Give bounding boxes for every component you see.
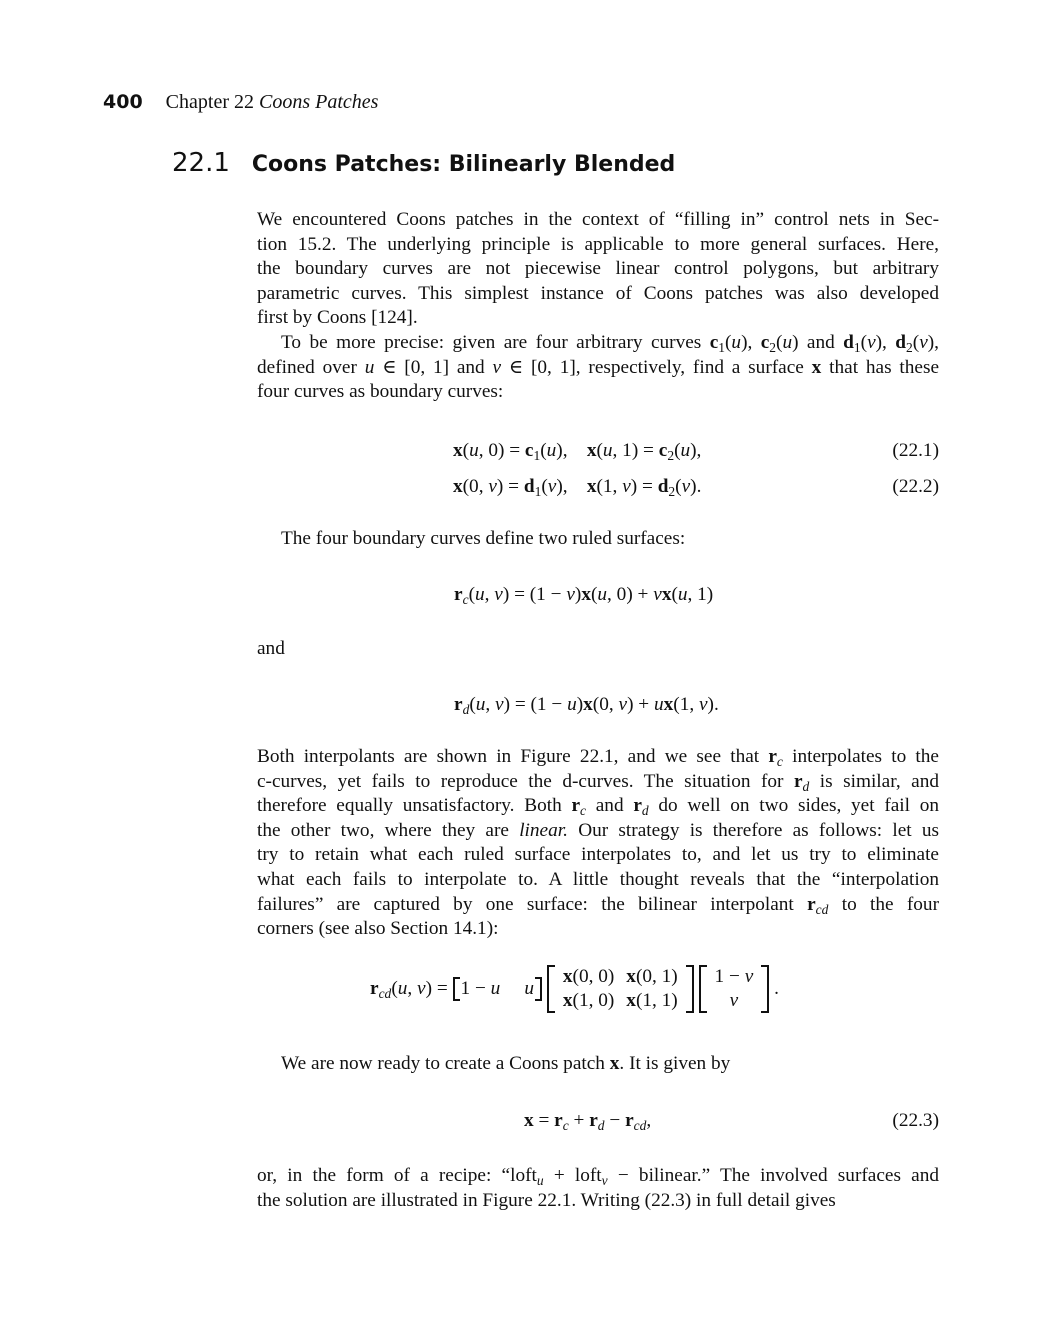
column-vector: 1 − v v bbox=[699, 965, 770, 1013]
equation-number: (22.2) bbox=[892, 476, 939, 497]
paragraph-intro bbox=[257, 208, 939, 331]
section-number: 22.1 bbox=[172, 148, 230, 178]
connector-word: and bbox=[257, 638, 285, 659]
equation-rcd-matrix: $r_{cd}(u$, v) = 1 − u u x(0, 0) x(0, 1) x(1, 0) x(1, 1) 1 − v v . bbox=[370, 966, 779, 1011]
text-line: four curves as boundary curves: bbox=[257, 381, 504, 403]
text-line: or, in the form of a recipe: “loft$_u$ + loft$_v$ − bilinear.” The involved surfaces and bbox=[257, 1165, 939, 1189]
text-line: defined over u ∈ [0, 1] and v ∈ [0, 1], respectively, find a surface x that has these bbox=[257, 356, 940, 378]
section-heading bbox=[172, 148, 675, 178]
text-line: We are now ready to create a Coons patch x. It is given by bbox=[281, 1053, 731, 1074]
paragraph-recipe bbox=[257, 1164, 939, 1213]
chapter-title: Coons Patches bbox=[258, 91, 379, 113]
text-line: the other two, where they are linear. Our strategy is therefore as follows: let us bbox=[257, 819, 940, 841]
paragraph-definition bbox=[257, 331, 939, 405]
equation-rc: $r_c(u$, v) = (1 − v)x(u, 0) + vx(u, 1) bbox=[454, 584, 714, 608]
paragraph-coons bbox=[257, 1052, 939, 1077]
text-line: the solution are illustrated in Figure 22.1. Writing (22.3) in full detail gives bbox=[257, 1189, 836, 1211]
running-head bbox=[103, 91, 378, 114]
text-line: We encountered Coons patches in the context of “filling in” control nets in Sec- bbox=[257, 209, 939, 230]
chapter-label: Chapter 22 bbox=[165, 91, 254, 113]
text-line: parametric curves. This simplest instance of Coons patches was also developed bbox=[257, 282, 939, 304]
text-line: c-curves, yet fails to reproduce the d-curves. The situation for $r_d$ is similar, and bbox=[257, 770, 939, 794]
row-vector: 1 − u u bbox=[453, 977, 543, 1001]
text-line: what each fails to interpolate to. A little thought reveals that the “interpolation bbox=[257, 868, 939, 890]
text-line: therefore equally unsatisfactory. Both $r_c$ and $r_d$ do well on two sides, yet fail on bbox=[257, 795, 940, 819]
text-line: The four boundary curves define two ruled surfaces: bbox=[281, 528, 686, 549]
text-line: try to retain what each ruled surface interpolates to, and let us try to eliminate bbox=[257, 844, 939, 866]
equation-22-2: x(0, $v) = d_1(v)$, x(1, $v) = d_2(v)$. bbox=[453, 476, 702, 500]
text-line: Both interpolants are shown in Figure 22.1, and we see that $r_c$ interpolates to the bbox=[257, 746, 939, 770]
section-title: Coons Patches: Bilinearly Blended bbox=[251, 152, 676, 177]
paragraph-strategy bbox=[257, 745, 939, 942]
text-line: To be more precise: given are four arbitrary curves $c_1(u)$, $c_2(u)$ and $d_1(v)$, $d_2(v)$, bbox=[281, 332, 940, 356]
equation-rd: $r_d(u$, v) = (1 − u)x(0, v) + ux(1, v). bbox=[454, 694, 719, 718]
text-line: first by Coons [124]. bbox=[257, 307, 418, 329]
text-line: the boundary curves are not piecewise linear control polygons, but arbitrary bbox=[257, 258, 939, 280]
corner-matrix: x(0, 0) x(0, 1) x(1, 0) x(1, 1) bbox=[547, 965, 694, 1013]
text-line: tion 15.2. The underlying principle is applicable to more general surfaces. Here, bbox=[257, 233, 939, 255]
equation-22-1: x(u, $0) = c_1(u)$, x(u, $1) = c_2(u)$, bbox=[453, 440, 702, 464]
equation-number: (22.1) bbox=[892, 440, 939, 461]
paragraph-ruled-surfaces bbox=[257, 527, 939, 552]
text-line: failures” are captured by one surface: the bilinear interpolant $r_{cd}$ to the four bbox=[257, 893, 939, 917]
equation-number: (22.3) bbox=[892, 1110, 939, 1131]
page-number: 400 bbox=[103, 91, 143, 113]
equation-22-3: $x = r_c + r_d - r_{cd}$, bbox=[524, 1110, 652, 1134]
text-line: corners (see also Section 14.1): bbox=[257, 918, 499, 940]
